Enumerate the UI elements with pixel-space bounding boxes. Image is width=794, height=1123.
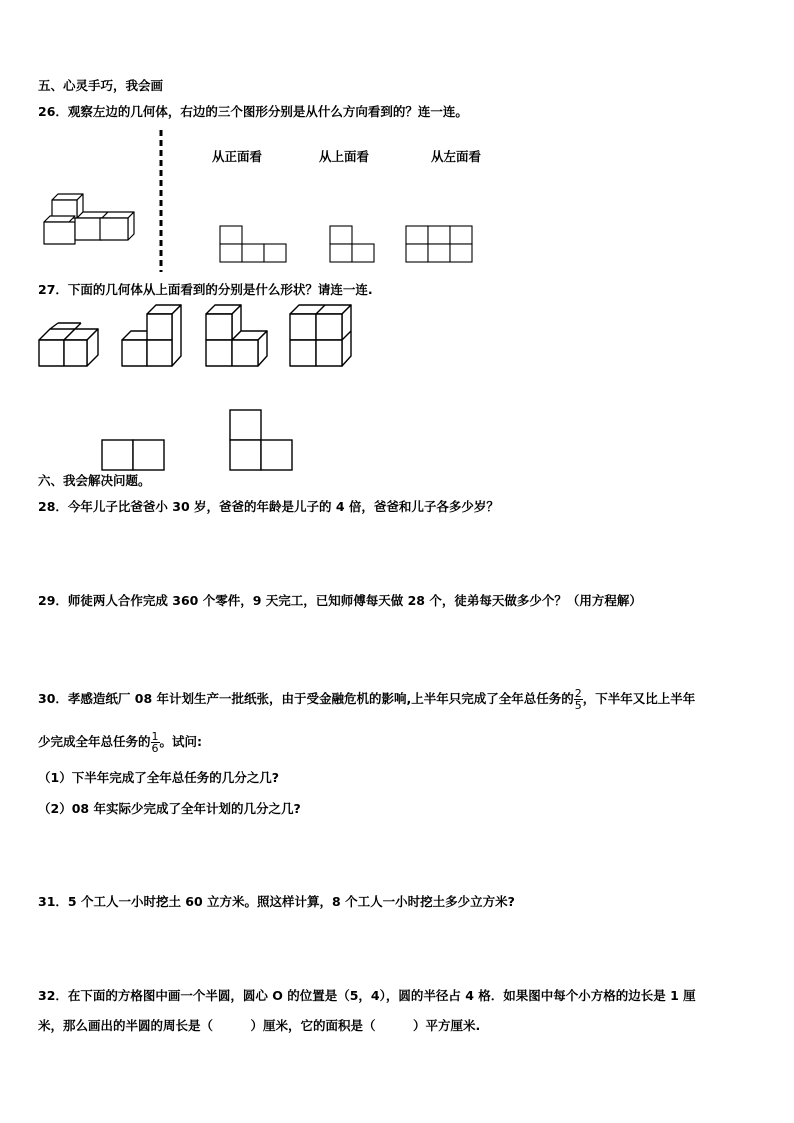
q30-line-1-b: ，下半年又比上半年 — [582, 691, 696, 706]
q26-view-shape-2 — [329, 225, 375, 263]
q27-top-view-shape-1 — [101, 439, 165, 471]
q27-solid-1 — [38, 320, 100, 368]
q27-solid-4 — [289, 304, 353, 368]
q30-line-2-b: 。试问: — [159, 734, 203, 749]
q32-line-2: 米，那么画出的半圆的周长是（ ）厘米，它的面积是（ ）平方厘米. — [38, 1018, 481, 1033]
q27-text: 27．下面的几何体从上面看到的分别是什么形状？请连一连. — [38, 282, 373, 297]
q26-label-left: 从左面看 — [431, 149, 482, 164]
q26-text: 26．观察左边的几何体，右边的三个图形分别是从什么方向看到的？连一连。 — [38, 104, 468, 119]
section6-heading: 六、我会解决问题。 — [38, 473, 151, 488]
q30-fraction-1-denominator: 5 — [574, 699, 582, 712]
q30-fraction-2 — [151, 731, 160, 754]
q30-fraction-2-numerator: 1 — [151, 730, 159, 743]
q30-sub-question-2: （2）08 年实际少完成了全年计划的几分之几? — [38, 801, 301, 816]
q30-line-2-a: 少完成全年总任务的 — [38, 734, 151, 749]
q26-label-front: 从正面看 — [212, 149, 263, 164]
q26-view-shape-1 — [219, 225, 287, 263]
q30-fraction-2-denominator: 6 — [151, 742, 159, 755]
q26-solid-figure — [40, 190, 140, 250]
q27-solid-3 — [205, 304, 269, 368]
q30-line-1-a: 30．孝感造纸厂 08 年计划生产一批纸张，由于受金融危机的影响,上半年只完成了全年总任务的 — [38, 691, 574, 706]
q27-top-view-shape-2 — [229, 409, 293, 471]
q26-dashed-divider — [158, 130, 164, 272]
q28-text: 28．今年儿子比爸爸小 30 岁，爸爸的年龄是儿子的 4 倍，爸爸和儿子各多少岁？ — [38, 499, 499, 514]
q26-label-top: 从上面看 — [319, 149, 370, 164]
q30-fraction-1 — [574, 688, 583, 711]
q30-line-1 — [38, 688, 695, 711]
q30-sub-question-1: （1）下半年完成了全年总任务的几分之几? — [38, 770, 279, 785]
q31-text: 31．5 个工人一小时挖土 60 立方米。照这样计算，8 个工人一小时挖土多少立方米? — [38, 894, 515, 909]
q32-line-1: 32．在下面的方格图中画一个半圆，圆心 O 的位置是（5，4），圆的半径占 4 格．如果图中每个小方格的边长是 1 厘 — [38, 988, 696, 1003]
q30-fraction-1-numerator: 2 — [574, 687, 582, 700]
q26-view-shape-3 — [405, 225, 473, 263]
q27-solid-2 — [121, 304, 183, 368]
q29-text: 29．师徒两人合作完成 360 个零件，9 天完工，已知师傅每天做 28 个，徒弟每天做多少个？（用方程解） — [38, 593, 642, 608]
q30-line-2 — [38, 731, 202, 754]
section5-heading: 五、心灵手巧，我会画 — [38, 78, 164, 93]
